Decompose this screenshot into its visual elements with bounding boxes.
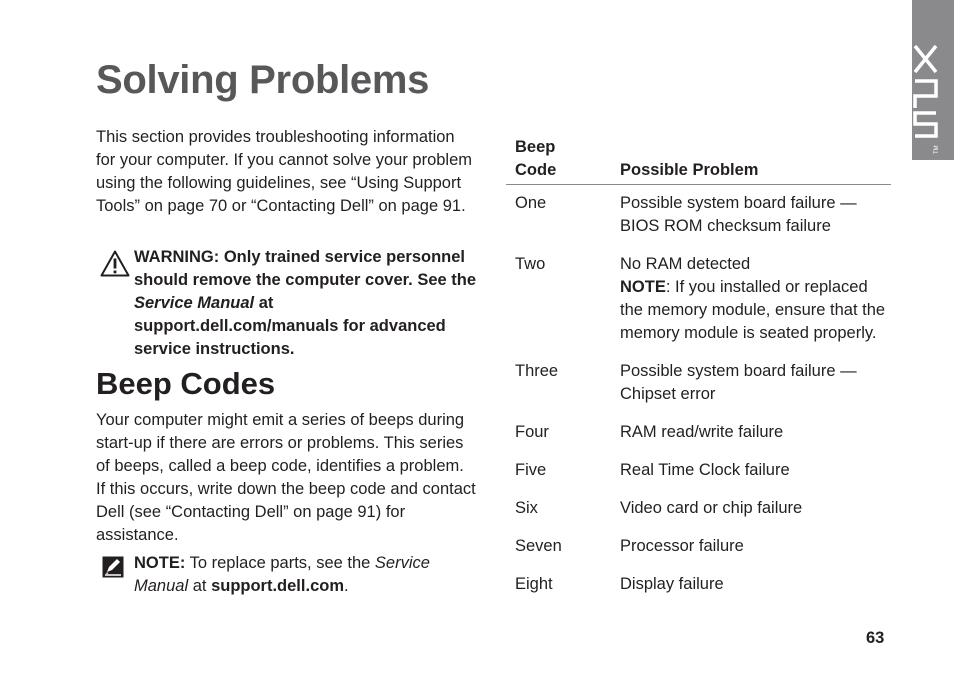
table-row	[506, 452, 891, 490]
section-heading: Beep Codes	[96, 366, 276, 401]
page-number: 63	[866, 629, 885, 647]
note-pre: To replace parts, see the	[185, 554, 375, 572]
warning-connector: at	[254, 294, 274, 312]
note-text	[134, 552, 480, 598]
row-note-text: : If you installed or replaced the memory module, ensure that the memory module is seated properly.	[620, 278, 886, 342]
beep-codes-paragraph: Your computer might emit a series of beeps during start-up if there are errors or problems. This series of beeps, called a beep code, identifies a problem. If this occurs, write down the beep code and contact Dell (see “Contacting Dell” on page 91) for assistance.	[96, 411, 476, 544]
note-manual-name: Service Manual	[134, 554, 430, 595]
problem-cell: Possible system board failure — Chipset error	[620, 362, 857, 403]
beep-code-cell: Six	[515, 499, 538, 517]
problem-cell	[611, 246, 891, 353]
warning-url: support.dell.com/manuals	[134, 317, 339, 335]
note-pencil-icon	[102, 556, 124, 578]
problem-cell: Possible system board failure — BIOS ROM checksum failure	[620, 194, 857, 235]
xps-logo	[912, 0, 954, 160]
table-row	[506, 185, 891, 247]
problem-cell: Processor failure	[620, 537, 744, 555]
beep-code-cell: Two	[515, 255, 546, 273]
note-url: support.dell.com	[211, 577, 344, 595]
header-code-word: Code	[515, 161, 557, 179]
warning-block	[100, 246, 480, 361]
beep-code-cell: Five	[515, 461, 547, 479]
note-end: .	[344, 577, 349, 595]
xps-brand-tab	[912, 0, 954, 160]
row-note-label: NOTE	[620, 278, 666, 296]
warning-manual-name: Service Manual	[134, 294, 255, 312]
beep-code-cell: Four	[515, 423, 549, 441]
beep-code-cell: Three	[515, 362, 559, 380]
header-possible-problem: Possible Problem	[611, 134, 891, 185]
table-header-row	[506, 134, 891, 185]
intro-paragraph: This section provides troubleshooting information for your computer. If you cannot solve your problem using the following guidelines, see “Using Support Tools” on page 70 or “Contacting Dell” on page 91.	[96, 128, 473, 215]
warning-triangle-icon	[100, 250, 130, 277]
beep-code-cell: One	[515, 194, 547, 212]
table-row	[506, 528, 891, 566]
note-connector: at	[188, 577, 212, 595]
header-beep-word: Beep	[515, 138, 556, 156]
page-title: Solving Problems	[96, 58, 430, 102]
beep-code-cell: Seven	[515, 537, 562, 555]
warning-label: WARNING: Only trained service personnel should remove the computer cover. See the	[134, 248, 477, 289]
beep-code-table	[506, 134, 891, 604]
table-row	[506, 414, 891, 452]
problem-cell: Video card or chip failure	[620, 499, 803, 517]
table-row	[506, 353, 891, 414]
warning-end: for advanced service instructions.	[134, 317, 446, 358]
table-row	[506, 490, 891, 528]
problem-cell: RAM read/write failure	[620, 423, 784, 441]
header-beep-code	[506, 134, 611, 185]
table-row	[506, 566, 891, 604]
note-block	[100, 552, 480, 598]
trademark-mark: TM	[934, 145, 940, 154]
problem-cell: Display failure	[620, 575, 724, 593]
warning-text	[134, 246, 480, 361]
note-label: NOTE:	[134, 554, 186, 572]
beep-code-cell: Eight	[515, 575, 553, 593]
table-row	[506, 246, 891, 353]
problem-cell: Real Time Clock failure	[620, 461, 790, 479]
problem-text: No RAM detected	[620, 255, 751, 273]
